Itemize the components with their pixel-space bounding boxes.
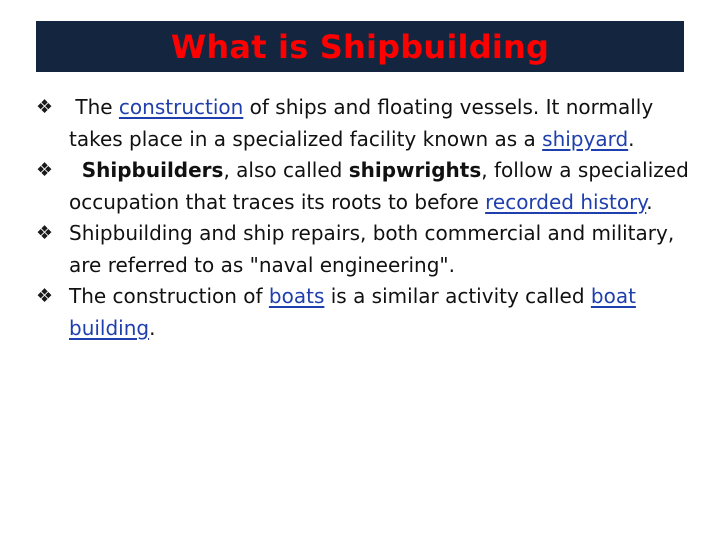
bullet-text: . [646,189,653,214]
construction-link[interactable]: construction [118,95,244,119]
bullet-text [69,158,82,182]
recorded-history-link[interactable]: recorded history [485,189,647,214]
bullet-text: . [628,126,635,151]
title-bar [36,21,684,72]
bullet-text: is a similar activity called [324,284,591,308]
bullet-item [36,281,706,344]
diamond-bullet-icon: ❖ [36,96,54,118]
bullet-list [36,92,706,344]
slide-title: What is Shipbuilding [170,27,550,66]
bullet-text: of ships and floating vessels. It normally takes place in a specialized facility known as a [69,95,654,151]
diamond-bullet-icon: ❖ [36,285,54,307]
shipyard-link[interactable]: shipyard [542,126,629,151]
bullet-text: . [149,315,156,340]
shipbuilders-term: Shipbuilders [81,158,224,182]
bullet-text: The construction of [69,284,269,308]
bullet-text: Shipbuilding and ship repairs, both commercial and military, are referred to as "naval engineering". [69,221,675,277]
bullet-item [36,92,706,155]
boat-building-link[interactable]: boat building [69,284,636,340]
bullet-text: , also called [223,158,349,182]
bullet-text: The [69,95,119,119]
bullet-item [36,155,706,218]
bullet-item [36,218,706,281]
shipwrights-term: shipwrights [348,158,482,182]
bullet-text: , follow a specialized occupation that traces its roots to before [69,158,689,214]
diamond-bullet-icon: ❖ [36,222,54,244]
diamond-bullet-icon: ❖ [36,159,54,181]
boats-link[interactable]: boats [268,284,325,308]
